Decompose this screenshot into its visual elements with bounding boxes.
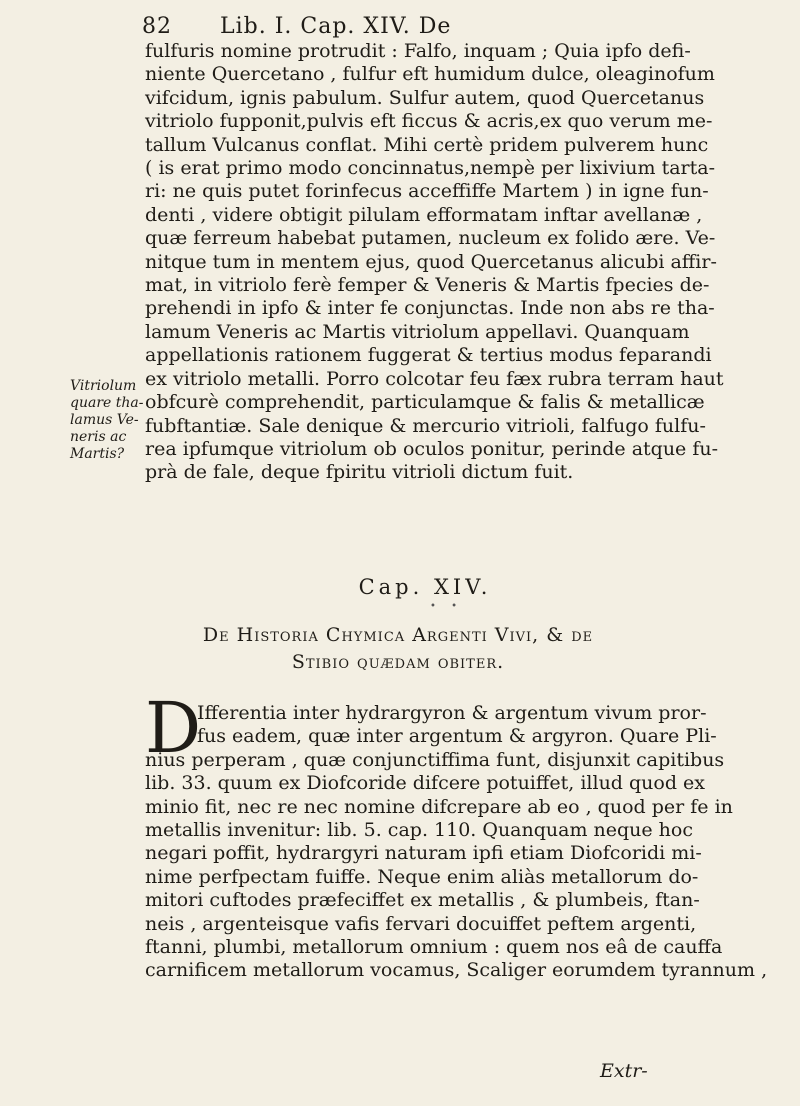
text-line: vitriolo fupponit,pulvis eft ficcus & acris,ex quo verum me- — [145, 110, 713, 133]
text-line: ri: ne quis putet forinfecus acceffiffe Martem ) in igne fun- — [145, 180, 709, 203]
text-block-1 — [145, 40, 724, 485]
text-line: fus eadem, quæ inter argentum & argyron. Quare Pli- — [197, 725, 717, 748]
text-line: quæ ferreum habebat putamen, nucleum ex folido ære. Ve- — [145, 227, 716, 250]
text-block-2 — [145, 687, 768, 983]
text-line: fulfuris nomine protrudit : Falfo, inquam ; Quia ipfo defi- — [145, 40, 691, 62]
text-line: mat, in vitriolo ferè femper & Veneris & Martis fpecies de- — [145, 274, 710, 297]
text-line: prehendi in ipfo & inter fe conjunctas. Inde non abs re tha- — [145, 297, 715, 320]
text-line: carnificem metallorum vocamus, Scaliger eorumdem tyrannum , — [145, 959, 768, 982]
marginal-line: neris ac — [70, 429, 127, 445]
catchword: Extr- — [600, 1060, 648, 1082]
text-line: rea ipfumque vitriolum ob oculos ponitur, perinde atque fu- — [145, 437, 719, 460]
text-line: denti , videre obtigit pilulam efformatam inftar avellanæ , — [145, 203, 703, 226]
text-line: ftanni, plumbi, metallorum omnium : quem nos eâ de cauffa — [145, 936, 723, 959]
marginal-line: Vitriolum — [70, 378, 137, 394]
text-line: minio fit, nec re nec nomine difcrepare ab eo , quod per fe in — [145, 795, 733, 818]
text-line: fubftantiæ. Sale denique & mercurio vitrioli, falfugo fulfu- — [145, 414, 706, 437]
text-line: mitori cuftodes præfeciffet ex metallis , & plumbeis, ftan- — [145, 889, 700, 912]
marginal-line: Martis? — [70, 446, 125, 462]
text-line: ex vitriolo metalli. Porro colcotar feu fæx rubra terram haut — [145, 367, 724, 390]
text-line: lamum Veneris ac Martis vitriolum appellavi. Quanquam — [145, 320, 690, 343]
text-line: metallis invenitur: lib. 5. cap. 110. Quanquam neque hoc — [145, 819, 694, 842]
marginal-line: quare tha- — [70, 395, 144, 411]
chapter-title — [145, 622, 651, 676]
text-line: Ifferentia inter hydrargyron & argentum vivum pror- — [197, 702, 707, 724]
text-line: tallum Vulcanus conflat. Mihi certè pridem pulverem hunc — [145, 133, 709, 156]
text-line: lib. 33. quum ex Diofcoride difcere potuiffet, illud quod ex — [145, 772, 706, 795]
chapter-title-line: Stibio quædam obiter. — [291, 651, 505, 673]
text-line: negari poffit, hydrargyri naturam ipfi etiam Diofcoridi mi- — [145, 842, 702, 865]
marginal-line: lamus Ve- — [70, 412, 139, 428]
text-line: ( is erat primo modo concinnatus,nempè per lixivium tarta- — [145, 157, 716, 180]
text-line: obfcurè comprehendit, particulamque & falis & metallicæ — [145, 391, 705, 414]
drop-cap: D — [145, 687, 202, 769]
chapter-title-line: De Historia Chymica Argenti Vivi, & de — [202, 624, 594, 646]
text-line: nitque tum in mentem ejus, quod Quercetanus alicubi affir- — [145, 250, 717, 273]
chapter-heading: Cap. XIV. — [358, 575, 492, 599]
text-line: neis , argenteisque vafis fervari docuiffet peftem argenti, — [145, 912, 697, 935]
running-head-text: Lib. I. Cap. XIV. De — [220, 14, 452, 39]
text-line: nime perfpectam fuiffe. Neque enim aliàs metallorum do- — [145, 865, 699, 888]
marginal-note — [70, 378, 142, 463]
text-line: nius perperam , quæ conjunctiffima funt, disjunxit capitibus — [145, 748, 725, 771]
page-number: 82 — [142, 14, 172, 39]
ornament-dots: • • — [430, 601, 463, 612]
text-line: niente Quercetano , fulfur eft humidum dulce, oleaginofum — [145, 63, 715, 86]
text-line: prà de fale, deque fpiritu vitrioli dictum fuit. — [145, 461, 574, 484]
running-head — [142, 14, 612, 39]
text-line: vifcidum, ignis pabulum. Sulfur autem, quod Quercetanus — [145, 86, 705, 109]
text-line: appellationis rationem fuggerat & tertius modus feparandi — [145, 344, 712, 367]
